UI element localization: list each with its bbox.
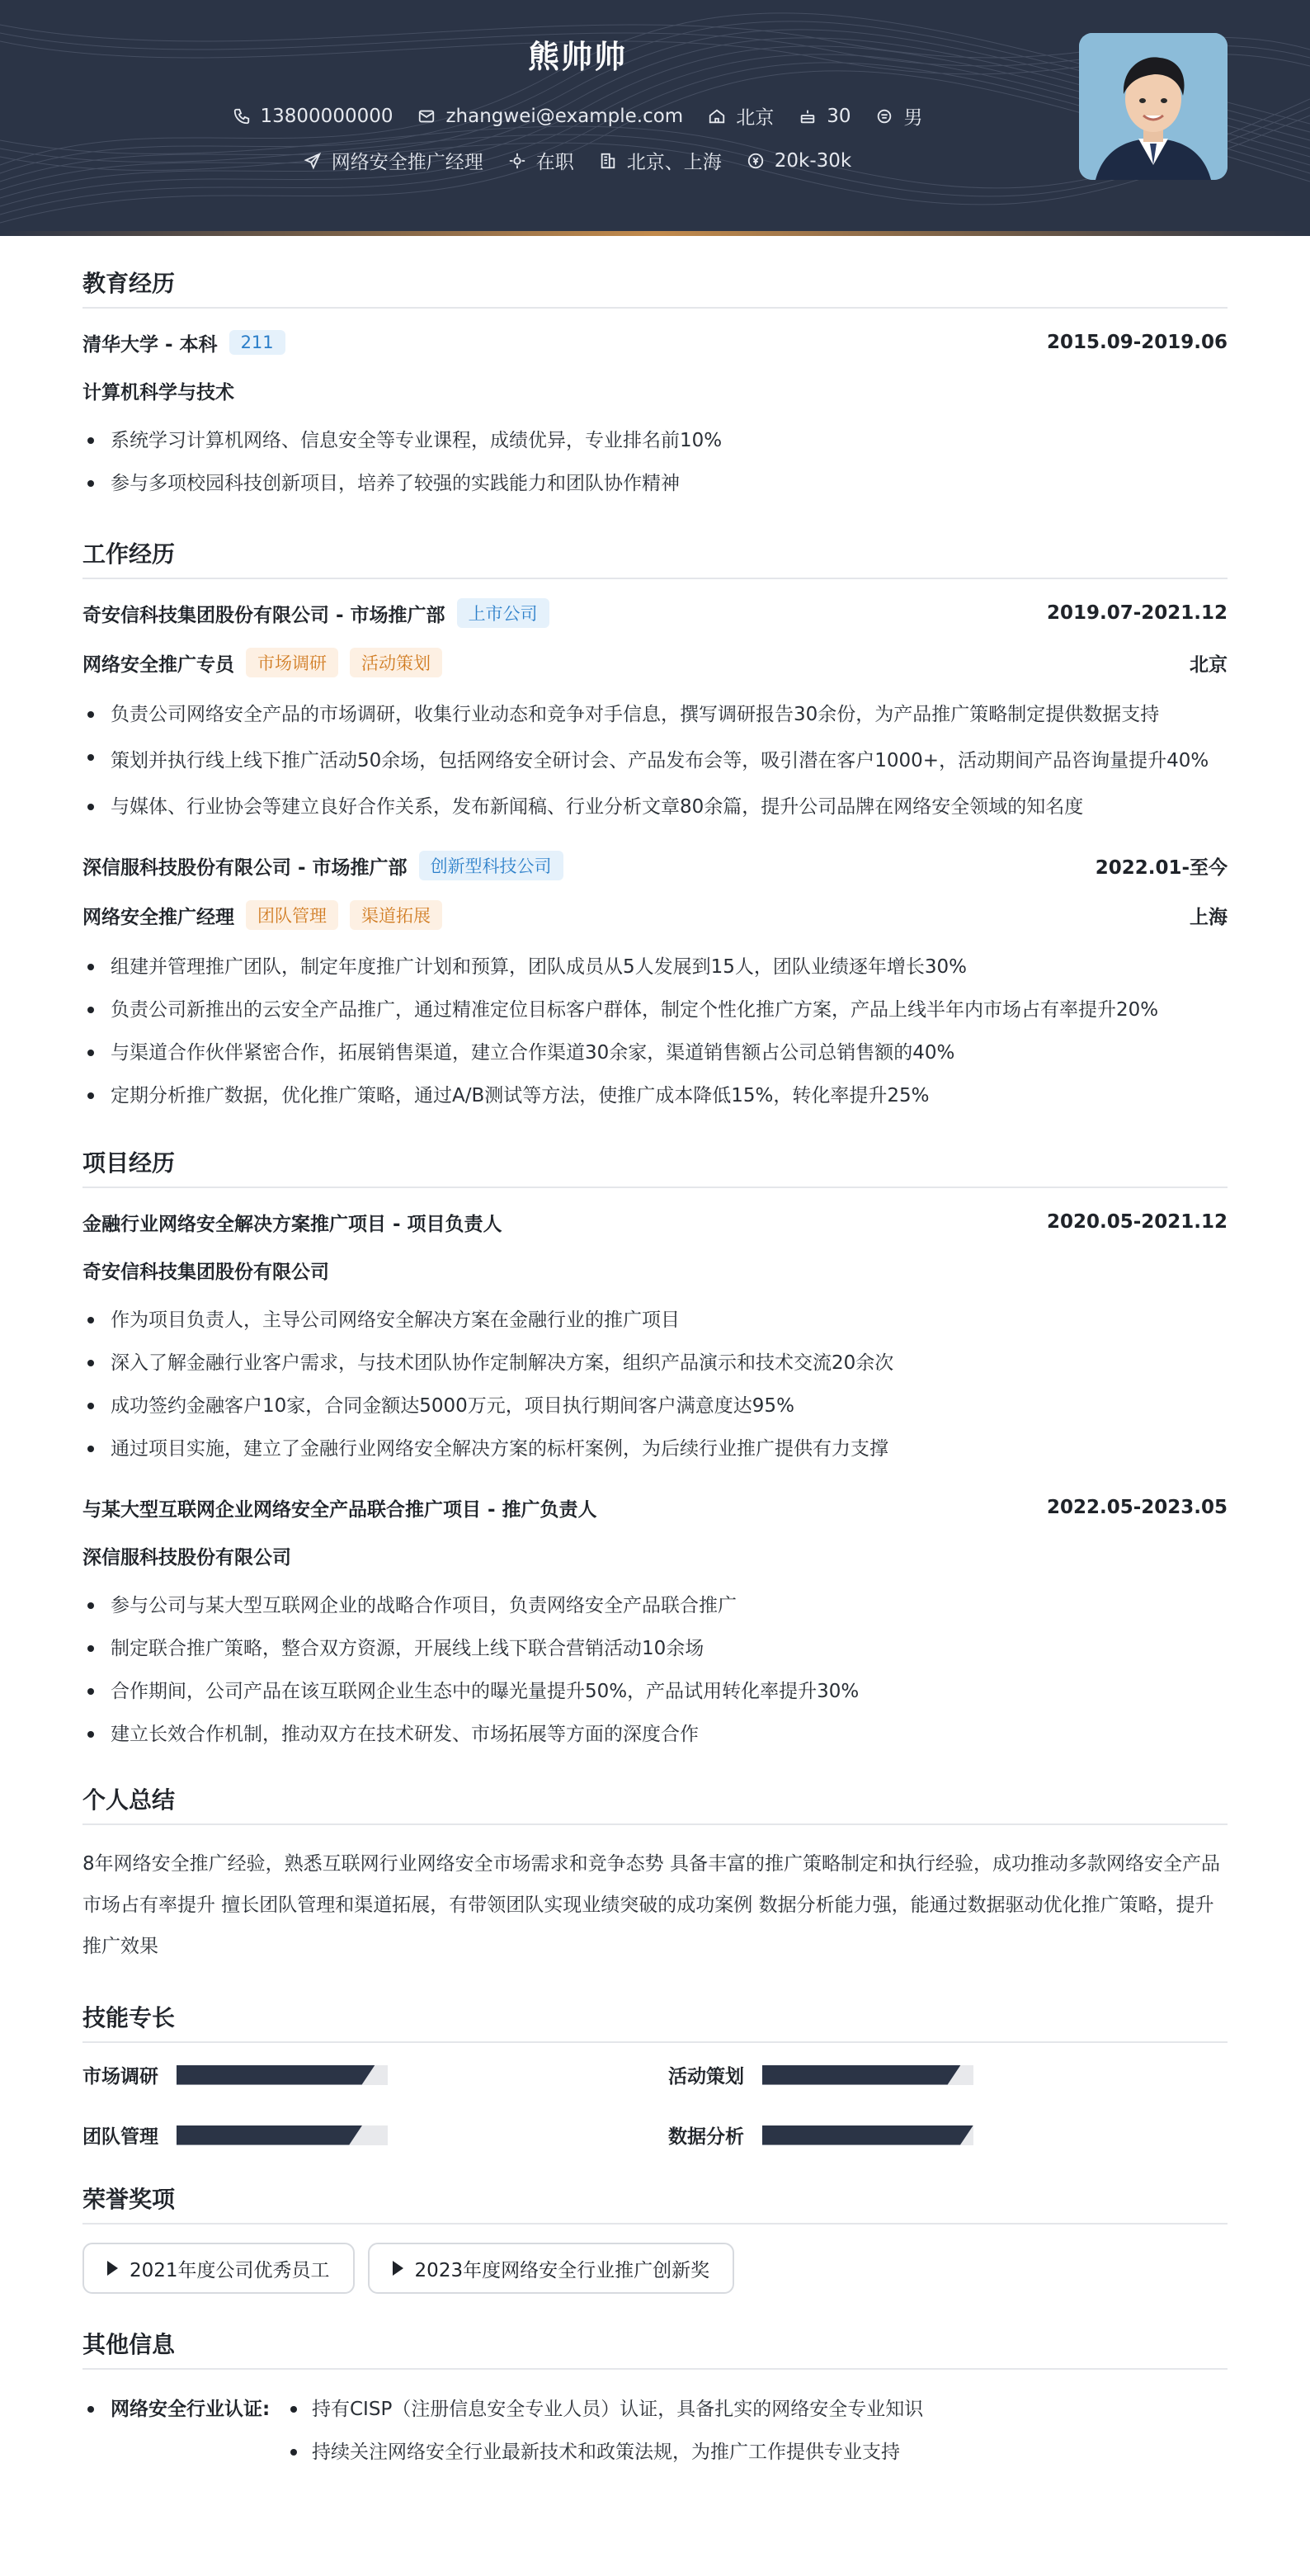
job-bullets <box>82 949 1228 1114</box>
school-name: 清华大学 - 本科 <box>82 333 218 356</box>
skill-label: 活动策划 <box>668 2066 744 2088</box>
project-entry <box>82 1492 1228 1753</box>
age-text: 30 <box>827 105 851 127</box>
project-name: 与某大型互联网企业网络安全产品联合推广项目 - 推广负责人 <box>82 1498 597 1521</box>
gender-info <box>875 102 922 130</box>
building-icon <box>599 152 617 170</box>
role-tag: 团队管理 <box>246 900 338 930</box>
desired-city-text: 北京、上海 <box>626 152 722 173</box>
city-text: 北京 <box>736 107 775 129</box>
desired-city-info <box>599 147 722 174</box>
skill-bar <box>762 2125 973 2145</box>
job-bullets <box>82 696 1228 825</box>
project-date: 2022.05-2023.05 <box>1046 1497 1228 1518</box>
award-badge <box>368 2243 735 2294</box>
summary-section <box>82 1782 1228 1967</box>
job-target-info <box>304 147 483 174</box>
project-date: 2020.05-2021.12 <box>1046 1211 1228 1233</box>
cake-icon <box>799 107 817 125</box>
section-title-projects: 项目经历 <box>82 1145 1228 1188</box>
skill-bar-fill <box>762 2125 973 2145</box>
company-tag: 上市公司 <box>457 598 549 628</box>
skill-bar <box>762 2065 973 2085</box>
email-info <box>417 106 683 127</box>
section-title-other: 其他信息 <box>82 2327 1228 2370</box>
list-item: 与媒体、行业协会等建立良好合作关系，发布新闻稿、行业分析文章80余篇，提升公司品牌在网络安全领域的知名度 <box>82 789 1228 825</box>
company-name: 奇安信科技集团股份有限公司 - 市场推广部 <box>82 604 445 626</box>
section-title-skills: 技能专长 <box>82 2000 1228 2043</box>
skill-item <box>82 2121 668 2149</box>
avatar <box>1079 33 1228 180</box>
status-text: 在职 <box>535 152 574 173</box>
phone-info <box>233 106 393 127</box>
job-target-text: 网络安全推广经理 <box>331 152 483 173</box>
contact-row <box>0 102 1155 130</box>
skill-bar-fill <box>177 2125 362 2145</box>
list-item: 参与公司与某大型互联网企业的战略合作项目，负责网络安全产品联合推广 <box>82 1588 1228 1624</box>
role-tag: 渠道拓展 <box>350 900 442 930</box>
award-label: 2021年度公司优秀员工 <box>130 2259 330 2281</box>
job-date: 2019.07-2021.12 <box>1046 602 1228 624</box>
skill-bar <box>177 2125 388 2145</box>
salary-info <box>747 150 851 172</box>
list-item: 持有CISP（注册信息安全专业人员）认证，具备扎实的网络安全专业知识 <box>287 2388 923 2431</box>
project-name: 金融行业网络安全解决方案推广项目 - 项目负责人 <box>82 1213 502 1235</box>
list-item: 定期分析推广数据，优化推广策略，通过A/B测试等方法，使推广成本降低15%，转化率提升25% <box>82 1078 1228 1114</box>
resume-body <box>0 266 1310 2474</box>
award-badge <box>82 2243 355 2294</box>
company-tag: 创新型科技公司 <box>419 851 563 880</box>
list-item: 深入了解金融行业客户需求，与技术团队协作定制解决方案，组织产品演示和技术交流20余次 <box>82 1345 1228 1381</box>
list-item: 合作期间，公司产品在该互联网企业生态中的曝光量提升50%，产品试用转化率提升30% <box>82 1673 1228 1710</box>
avatar-portrait <box>1079 33 1228 180</box>
play-triangle-icon <box>107 2261 118 2276</box>
list-item: 通过项目实施，建立了金融行业网络安全解决方案的标杆案例，为后续行业推广提供有力支撑 <box>82 1431 1228 1467</box>
projects-section <box>82 1145 1228 1753</box>
award-label: 2023年度网络安全行业推广创新奖 <box>414 2259 710 2281</box>
skill-bar <box>177 2065 388 2085</box>
project-entry <box>82 1206 1228 1467</box>
skill-item <box>82 2061 668 2088</box>
section-title-awards: 荣誉奖项 <box>82 2182 1228 2225</box>
major: 计算机科学与技术 <box>82 381 234 403</box>
skill-bar-fill <box>762 2065 961 2085</box>
status-icon <box>508 152 526 170</box>
play-triangle-icon <box>393 2261 403 2276</box>
skill-bar-fill <box>177 2065 375 2085</box>
job-role: 网络安全推广专员 <box>82 653 234 676</box>
money-icon <box>747 152 765 170</box>
skills-section <box>82 2000 1228 2149</box>
candidate-name: 熊帅帅 <box>527 39 627 75</box>
list-item: 与渠道合作伙伴紧密合作，拓展销售渠道，建立合作渠道30余家，渠道销售额占公司总销售额的40% <box>82 1035 1228 1071</box>
awards-list <box>82 2243 1228 2294</box>
education-section <box>82 266 1228 502</box>
list-item: 持续关注网络安全行业最新技术和政策法规，为推广工作提供专业支持 <box>287 2431 923 2474</box>
section-title-summary: 个人总结 <box>82 1782 1228 1825</box>
work-section <box>82 536 1228 1114</box>
school-tag: 211 <box>229 330 285 355</box>
send-icon <box>304 152 322 170</box>
other-section <box>82 2327 1228 2474</box>
mail-icon <box>417 107 436 125</box>
education-bullets <box>82 422 1228 502</box>
skill-item <box>668 2061 1236 2088</box>
project-company: 奇安信科技集团股份有限公司 <box>82 1261 329 1283</box>
skill-label: 数据分析 <box>668 2126 744 2148</box>
education-date: 2015.09-2019.06 <box>1046 332 1228 353</box>
salary-text: 20k-30k <box>774 149 852 172</box>
gender-text: 男 <box>903 107 923 129</box>
job-city: 上海 <box>1190 906 1228 928</box>
age-info <box>799 106 851 127</box>
awards-section <box>82 2182 1228 2294</box>
education-row <box>82 327 1228 358</box>
role-tag: 市场调研 <box>246 648 338 677</box>
list-item: 策划并执行线上线下推广活动50余场，包括网络安全研讨会、产品发布会等，吸引潜在客户1000+，活动期间产品咨询量提升40% <box>82 739 1228 782</box>
job-company-row <box>82 850 1228 881</box>
gender-icon <box>875 107 893 125</box>
role-tag: 活动策划 <box>350 648 442 677</box>
job-date: 2022.01-至今 <box>1095 856 1228 879</box>
email-text: zhangwei@example.com <box>445 105 684 127</box>
list-item: 成功签约金融客户10家，合同金额达5000万元，项目执行期间客户满意度达95% <box>82 1388 1228 1424</box>
company-name: 深信服科技股份有限公司 - 市场推广部 <box>82 856 408 879</box>
job-entry <box>82 850 1228 1114</box>
project-company: 深信服科技股份有限公司 <box>82 1546 291 1569</box>
job-role: 网络安全推广经理 <box>82 906 234 928</box>
skill-item <box>668 2121 1236 2149</box>
summary-text: 8年网络安全推广经验，熟悉互联网行业网络安全市场需求和竞争态势 具备丰富的推广策略制定和执行经验，成功推动多款网络安全产品市场占有率提升 擅长团队管理和渠道拓展，有带领团队实现业绩突破的成功案例 数据分析能力强，能通过数据驱动优化推广策略，提升推广效果 <box>82 1853 1220 1957</box>
job-intent-row <box>0 147 1155 174</box>
list-item: 系统学习计算机网络、信息安全等专业课程，成绩优异，专业排名前10% <box>82 422 1228 459</box>
section-title-education: 教育经历 <box>82 266 1228 309</box>
job-city: 北京 <box>1190 653 1228 676</box>
skill-label: 市场调研 <box>82 2066 158 2088</box>
project-bullets <box>82 1302 1228 1467</box>
job-company-row <box>82 597 1228 629</box>
resume-header <box>0 0 1310 236</box>
list-item: 作为项目负责人，主导公司网络安全解决方案在金融行业的推广项目 <box>82 1302 1228 1338</box>
list-item: 负责公司网络安全产品的市场调研，收集行业动态和竞争对手信息，撰写调研报告30余份，为产品推广策略制定提供数据支持 <box>82 696 1228 733</box>
list-item: 建立长效合作机制，推动双方在技术研发、市场拓展等方面的深度合作 <box>82 1716 1228 1753</box>
home-icon <box>708 107 726 125</box>
skills-grid <box>82 2061 1228 2149</box>
phone-text: 13800000000 <box>260 105 393 127</box>
job-role-row <box>82 899 1228 931</box>
list-item: 制定联合推广策略，整合双方资源，开展线上线下联合营销活动10余场 <box>82 1630 1228 1667</box>
other-key: 网络安全行业认证: <box>82 2388 287 2474</box>
project-name-row <box>82 1206 1228 1238</box>
skill-label: 团队管理 <box>82 2126 158 2148</box>
job-entry <box>82 597 1228 825</box>
project-bullets <box>82 1588 1228 1753</box>
other-info <box>82 2388 1228 2474</box>
section-title-work: 工作经历 <box>82 536 1228 579</box>
city-info <box>708 102 774 130</box>
list-item: 组建并管理推广团队，制定年度推广计划和预算，团队成员从5人发展到15人，团队业绩逐年增长30% <box>82 949 1228 985</box>
phone-icon <box>233 107 251 125</box>
project-name-row <box>82 1492 1228 1523</box>
list-item: 参与多项校园科技创新项目，培养了较强的实践能力和团队协作精神 <box>82 465 1228 502</box>
other-list <box>287 2388 923 2474</box>
status-info <box>508 147 574 174</box>
header-accent-line <box>0 231 1310 236</box>
list-item: 负责公司新推出的云安全产品推广，通过精准定位目标客户群体，制定个性化推广方案，产品上线半年内市场占有率提升20% <box>82 992 1228 1028</box>
job-role-row <box>82 647 1228 678</box>
